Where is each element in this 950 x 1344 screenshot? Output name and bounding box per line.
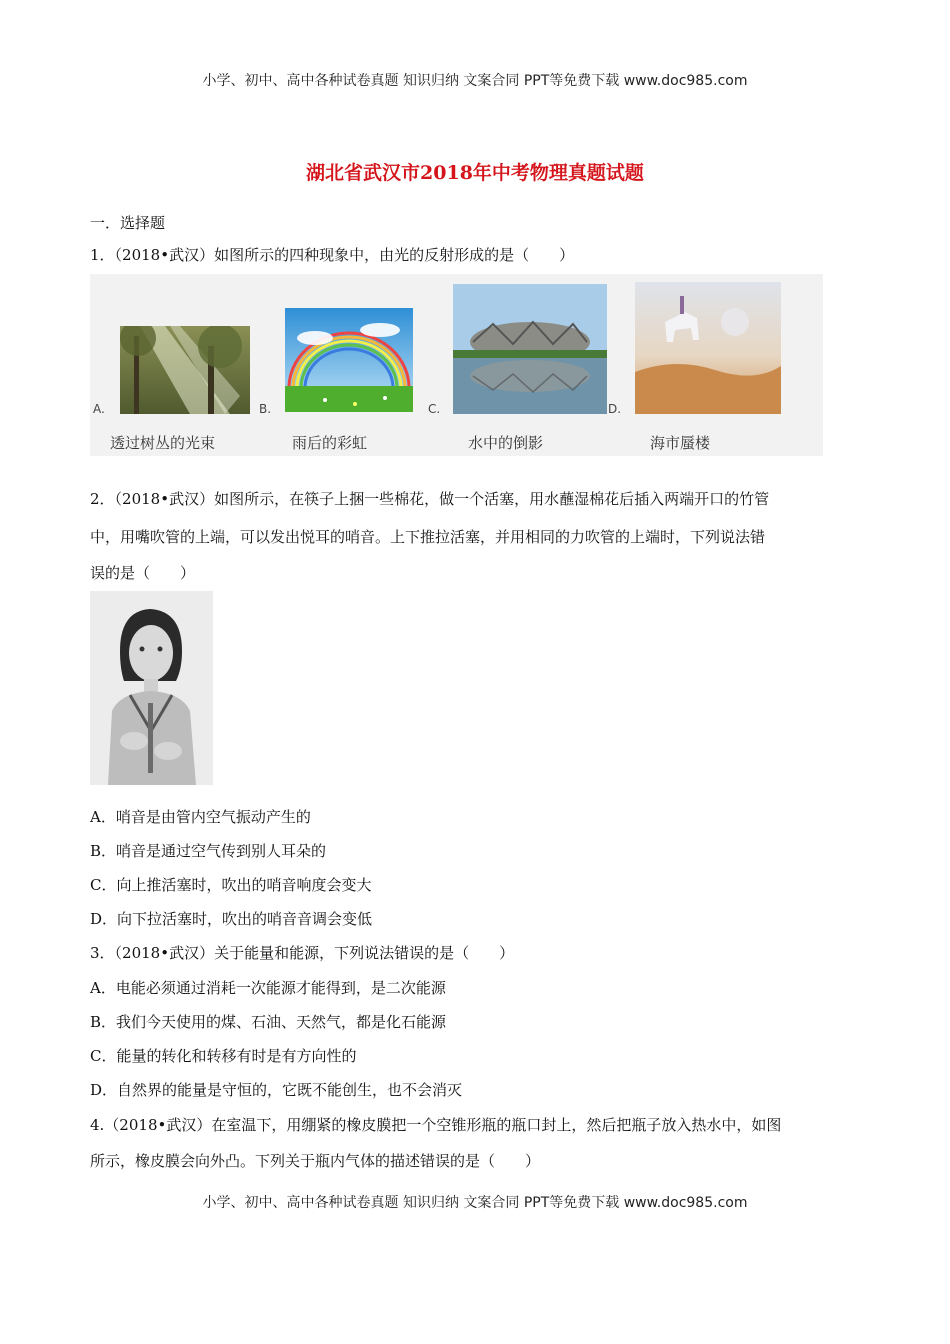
page-header: 小学、初中、高中各种试卷真题 知识归纳 文案合同 PPT等免费下载 www.doc985.com (202, 73, 748, 89)
q4-stem-line-2: 所示，橡皮膜会向外凸。下列关于瓶内气体的描述错误的是（ ） (90, 1152, 541, 1170)
option-a-letter: A. (93, 402, 105, 416)
mirage-image (635, 282, 781, 414)
option-d-caption: 海市蜃楼 (650, 434, 711, 452)
girl-whistle-image (90, 591, 213, 785)
q1-figure (90, 274, 823, 456)
q1-stem: 1．（2018•武汉）如图所示的四种现象中，由光的反射形成的是（ ） (90, 246, 575, 264)
section-heading: 一．选择题 (90, 214, 166, 232)
q3-stem: 3．（2018•武汉）关于能量和能源，下列说法错误的是（ ） (90, 944, 515, 962)
forest-light-image (120, 326, 250, 414)
option-c-letter: C. (428, 402, 441, 416)
q2-stem-line-1: 2．（2018•武汉）如图所示，在筷子上捆一些棉花，做一个活塞，用水蘸湿棉花后插入两端开口的竹管 (90, 490, 770, 508)
q2-option-c: C．向上推活塞时，吹出的哨音响度会变大 (90, 876, 372, 894)
q4-stem-line-1: 4.（2018•武汉）在室温下，用绷紧的橡皮膜把一个空锥形瓶的瓶口封上，然后把瓶子放入热水中，如图 (90, 1116, 782, 1134)
q3-option-b: B．我们今天使用的煤、石油、天然气，都是化石能源 (90, 1013, 447, 1031)
q2-option-d: D．向下拉活塞时，吹出的哨音音调会变低 (90, 910, 373, 928)
page-footer: 小学、初中、高中各种试卷真题 知识归纳 文案合同 PPT等免费下载 www.doc985.com (202, 1195, 748, 1211)
q3-option-d: D．自然界的能量是守恒的，它既不能创生，也不会消灭 (90, 1081, 463, 1099)
q2-option-b: B．哨音是通过空气传到别人耳朵的 (90, 842, 327, 860)
q3-option-c: C．能量的转化和转移有时是有方向性的 (90, 1047, 357, 1065)
q3-option-a: A．电能必须通过消耗一次能源才能得到，是二次能源 (90, 979, 446, 997)
rainbow-image (285, 308, 413, 412)
option-a-caption: 透过树丛的光束 (110, 434, 216, 452)
water-reflection-image (453, 284, 607, 414)
q2-stem-line-2: 中，用嘴吹管的上端，可以发出悦耳的哨音。上下推拉活塞，并用相同的力吹管的上端时，下列说法错 (90, 528, 766, 546)
option-d-letter: D. (608, 402, 622, 416)
page-title: 湖北省武汉市2018年中考物理真题试题 (306, 162, 644, 184)
q2-stem-line-3: 误的是（ ） (90, 564, 196, 582)
option-b-caption: 雨后的彩虹 (292, 434, 368, 452)
option-b-letter: B. (259, 402, 272, 416)
q2-option-a: A．哨音是由管内空气振动产生的 (90, 808, 311, 826)
option-c-caption: 水中的倒影 (468, 434, 544, 452)
